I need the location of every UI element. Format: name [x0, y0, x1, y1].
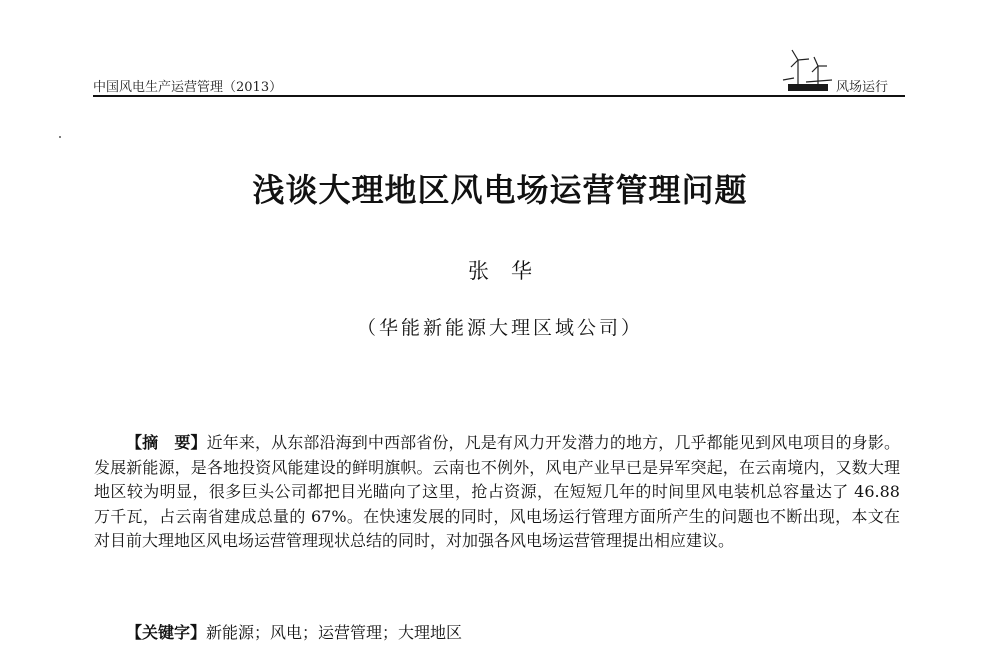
abstract-label: 【摘 要】 [126, 433, 207, 452]
paper-title: 浅谈大理地区风电场运营管理问题 [252, 171, 748, 209]
author-name: 张华 [468, 259, 554, 283]
abstract-paragraph [94, 431, 900, 554]
abstract-text: 近年来，从东部沿海到中西部省份，凡是有风力开发潜力的地方，几乎都能见到风电项目的身影。发展新能源，是各地投资风能建设的鲜明旗帜。云南也不例外，风电产业早已是异军突起，在云南境内，又数大理地区较为明显，很多巨头公司都把目光瞄向了这里，抢占资源，在短短几年的时间里风电装机总容量达了 46.88 万千瓦，占云南省建成总量的 67%。在快速发展的同时，风电场运行管理方面所产生的问题也不断出现，本文在对目前大理地区风电场运营管理现状总结的同时，对加强各风电场运营管理提出相应建议。 [94, 433, 900, 550]
author-affiliation: （华能新能源大理区域公司） [356, 317, 643, 339]
journal-header: 中国风电生产运营管理（2013） [93, 80, 283, 95]
keywords-text: 新能源；风电；运营管理；大理地区 [206, 623, 463, 642]
keywords-label: 【关键字】 [126, 623, 207, 642]
section-label: 风场运行 [836, 80, 889, 95]
header-divider [93, 95, 905, 97]
scan-speck [59, 136, 61, 138]
keywords-line [94, 622, 900, 644]
wind-turbine-icon [782, 44, 834, 98]
